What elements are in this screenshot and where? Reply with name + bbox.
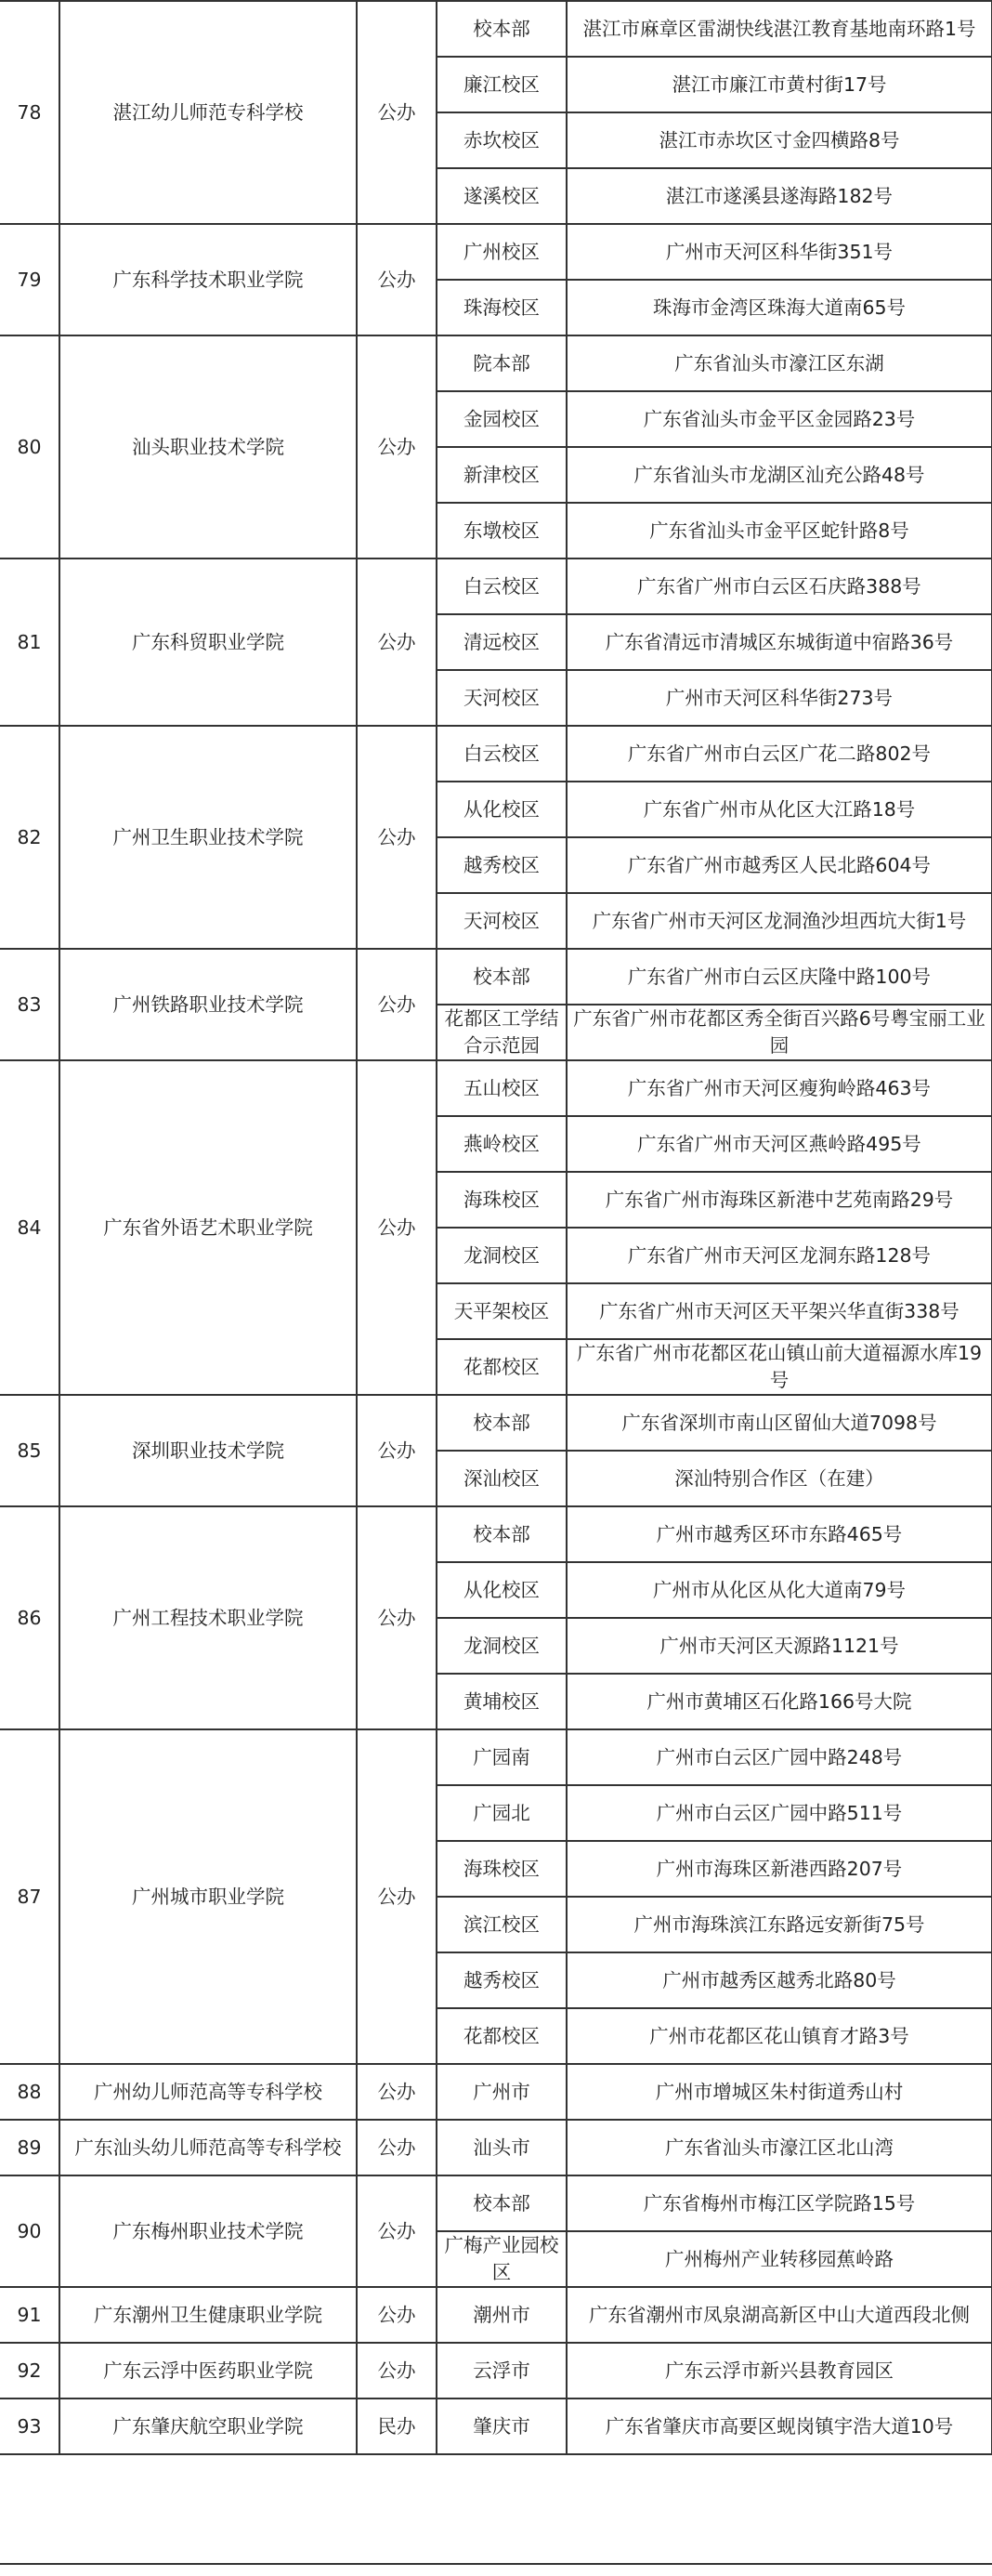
school-name-cell: 广东科学技术职业学院 bbox=[59, 224, 357, 335]
campus-address-cell: 湛江市赤坎区寸金四横路8号 bbox=[567, 112, 992, 168]
campus-name-cell: 清远校区 bbox=[437, 614, 567, 670]
school-name-cell: 广州工程技术职业学院 bbox=[59, 1506, 357, 1729]
campus-name-cell: 广园南 bbox=[437, 1729, 567, 1785]
campus-name-cell: 校本部 bbox=[437, 2175, 567, 2231]
school-name-cell: 广东云浮中医药职业学院 bbox=[59, 2343, 357, 2399]
table-row bbox=[0, 2064, 992, 2120]
school-number-cell: 83 bbox=[0, 949, 59, 1060]
school-number-cell: 82 bbox=[0, 726, 59, 949]
school-number-cell: 86 bbox=[0, 1506, 59, 1729]
table-row bbox=[0, 1395, 992, 1451]
school-number-cell: 79 bbox=[0, 224, 59, 335]
school-name-cell: 广东肇庆航空职业学院 bbox=[59, 2399, 357, 2454]
school-type-cell: 公办 bbox=[357, 726, 437, 949]
campus-name-cell: 黄埔校区 bbox=[437, 1674, 567, 1729]
school-name-cell: 广州卫生职业技术学院 bbox=[59, 726, 357, 949]
campus-address-cell: 广东省广州市天河区天平架兴华直街338号 bbox=[567, 1283, 992, 1339]
campus-address-cell: 广东云浮市新兴县教育园区 bbox=[567, 2343, 992, 2399]
campus-address-cell: 广州市白云区广园中路248号 bbox=[567, 1729, 992, 1785]
campus-address-cell: 广东省广州市天河区龙洞东路128号 bbox=[567, 1228, 992, 1283]
campus-address-cell: 广州市天河区科华街273号 bbox=[567, 670, 992, 726]
campus-name-cell: 廉江校区 bbox=[437, 57, 567, 112]
school-type-cell: 公办 bbox=[357, 224, 437, 335]
campus-address-cell: 广东省深圳市南山区留仙大道7098号 bbox=[567, 1395, 992, 1451]
table-row bbox=[0, 949, 992, 1005]
campus-name-cell: 云浮市 bbox=[437, 2343, 567, 2399]
school-type-cell: 公办 bbox=[357, 1506, 437, 1729]
school-type-cell: 公办 bbox=[357, 949, 437, 1060]
school-name-cell: 广东潮州卫生健康职业学院 bbox=[59, 2287, 357, 2343]
table-row bbox=[0, 1, 992, 57]
campus-address-cell: 广东省广州市天河区燕岭路495号 bbox=[567, 1116, 992, 1172]
campus-name-cell: 校本部 bbox=[437, 1, 567, 57]
school-type-cell: 公办 bbox=[357, 2064, 437, 2120]
campus-address-cell: 广州梅州产业转移园蕉岭路 bbox=[567, 2231, 992, 2287]
campus-name-cell: 遂溪校区 bbox=[437, 168, 567, 224]
campus-name-cell: 龙洞校区 bbox=[437, 1228, 567, 1283]
campus-address-cell: 广东省广州市花都区秀全街百兴路6号粤宝丽工业园 bbox=[567, 1005, 992, 1060]
campus-address-cell: 广东省汕头市金平区蛇针路8号 bbox=[567, 503, 992, 559]
school-number-cell: 78 bbox=[0, 1, 59, 224]
school-number-cell: 91 bbox=[0, 2287, 59, 2343]
school-type-cell: 公办 bbox=[357, 1060, 437, 1395]
campus-name-cell: 从化校区 bbox=[437, 782, 567, 837]
campus-address-cell: 深汕特别合作区（在建） bbox=[567, 1451, 992, 1506]
campus-address-cell: 广东省广州市从化区大江路18号 bbox=[567, 782, 992, 837]
campus-name-cell: 广州市 bbox=[437, 2064, 567, 2120]
campus-name-cell: 白云校区 bbox=[437, 559, 567, 614]
campus-name-cell: 龙洞校区 bbox=[437, 1618, 567, 1674]
campus-address-cell: 广州市白云区广园中路511号 bbox=[567, 1785, 992, 1841]
campus-name-cell: 白云校区 bbox=[437, 726, 567, 782]
campus-name-cell: 金园校区 bbox=[437, 391, 567, 447]
campus-address-cell: 广东省潮州市凤泉湖高新区中山大道西段北侧 bbox=[567, 2287, 992, 2343]
school-type-cell: 公办 bbox=[357, 559, 437, 726]
school-number-cell: 90 bbox=[0, 2175, 59, 2287]
campus-address-cell: 湛江市遂溪县遂海路182号 bbox=[567, 168, 992, 224]
campus-name-cell: 汕头市 bbox=[437, 2120, 567, 2175]
table-row bbox=[0, 726, 992, 782]
school-name-cell: 广州城市职业学院 bbox=[59, 1729, 357, 2064]
campus-address-cell: 广东省广州市白云区庆隆中路100号 bbox=[567, 949, 992, 1005]
campus-name-cell: 燕岭校区 bbox=[437, 1116, 567, 1172]
campus-name-cell: 深汕校区 bbox=[437, 1451, 567, 1506]
school-type-cell: 公办 bbox=[357, 2175, 437, 2287]
school-type-cell: 公办 bbox=[357, 335, 437, 559]
campus-table-body bbox=[0, 1, 992, 2454]
school-number-cell: 84 bbox=[0, 1060, 59, 1395]
school-type-cell: 公办 bbox=[357, 1729, 437, 2064]
campus-name-cell: 广梅产业园校区 bbox=[437, 2231, 567, 2287]
campus-name-cell: 广园北 bbox=[437, 1785, 567, 1841]
school-type-cell: 公办 bbox=[357, 2287, 437, 2343]
table-row bbox=[0, 2175, 992, 2231]
campus-address-cell: 广东省广州市白云区广花二路802号 bbox=[567, 726, 992, 782]
school-type-cell: 民办 bbox=[357, 2399, 437, 2454]
campus-name-cell: 滨江校区 bbox=[437, 1897, 567, 1952]
school-type-cell: 公办 bbox=[357, 1, 437, 224]
campus-address-cell: 广东省汕头市龙湖区汕充公路48号 bbox=[567, 447, 992, 503]
campus-name-cell: 海珠校区 bbox=[437, 1841, 567, 1897]
school-name-cell: 深圳职业技术学院 bbox=[59, 1395, 357, 1506]
campus-address-cell: 广州市海珠区新港西路207号 bbox=[567, 1841, 992, 1897]
campus-address-cell: 广州市增城区朱村街道秀山村 bbox=[567, 2064, 992, 2120]
campus-address-cell: 广东省广州市天河区瘦狗岭路463号 bbox=[567, 1060, 992, 1116]
campus-name-cell: 校本部 bbox=[437, 1506, 567, 1562]
campus-name-cell: 珠海校区 bbox=[437, 280, 567, 335]
school-type-cell: 公办 bbox=[357, 2120, 437, 2175]
campus-address-cell: 广东省汕头市濠江区东湖 bbox=[567, 335, 992, 391]
campus-address-cell: 广州市天河区科华街351号 bbox=[567, 224, 992, 280]
campus-address-cell: 广东省广州市越秀区人民北路604号 bbox=[567, 837, 992, 893]
campus-name-cell: 花都区工学结合示范园 bbox=[437, 1005, 567, 1060]
table-row bbox=[0, 1060, 992, 1116]
school-name-cell: 广州幼儿师范高等专科学校 bbox=[59, 2064, 357, 2120]
campus-name-cell: 院本部 bbox=[437, 335, 567, 391]
campus-address-cell: 广东省广州市白云区石庆路388号 bbox=[567, 559, 992, 614]
school-number-cell: 88 bbox=[0, 2064, 59, 2120]
school-name-cell: 广东科贸职业学院 bbox=[59, 559, 357, 726]
table-row bbox=[0, 2343, 992, 2399]
school-number-cell: 80 bbox=[0, 335, 59, 559]
table-row bbox=[0, 335, 992, 391]
campus-address-cell: 广东省广州市海珠区新港中艺苑南路29号 bbox=[567, 1172, 992, 1228]
campus-name-cell: 天河校区 bbox=[437, 670, 567, 726]
campus-address-cell: 广州市花都区花山镇育才路3号 bbox=[567, 2008, 992, 2064]
campus-address-cell: 广州市黄埔区石化路166号大院 bbox=[567, 1674, 992, 1729]
school-number-cell: 87 bbox=[0, 1729, 59, 2064]
campus-name-cell: 越秀校区 bbox=[437, 1952, 567, 2008]
school-name-cell: 汕头职业技术学院 bbox=[59, 335, 357, 559]
school-type-cell: 公办 bbox=[357, 2343, 437, 2399]
table-row bbox=[0, 559, 992, 614]
campus-name-cell: 校本部 bbox=[437, 1395, 567, 1451]
campus-address-cell: 广东省梅州市梅江区学院路15号 bbox=[567, 2175, 992, 2231]
campus-name-cell: 越秀校区 bbox=[437, 837, 567, 893]
campus-address-cell: 广州市海珠滨江东路远安新街75号 bbox=[567, 1897, 992, 1952]
campus-name-cell: 海珠校区 bbox=[437, 1172, 567, 1228]
campus-name-cell: 东墩校区 bbox=[437, 503, 567, 559]
campus-name-cell: 天平架校区 bbox=[437, 1283, 567, 1339]
school-number-cell: 85 bbox=[0, 1395, 59, 1506]
table-row bbox=[0, 2399, 992, 2454]
campus-name-cell: 校本部 bbox=[437, 949, 567, 1005]
campus-name-cell: 花都校区 bbox=[437, 2008, 567, 2064]
campus-address-cell: 湛江市麻章区雷湖快线湛江教育基地南环路1号 bbox=[567, 1, 992, 57]
campus-name-cell: 广州校区 bbox=[437, 224, 567, 280]
table-row bbox=[0, 224, 992, 280]
campus-name-cell: 从化校区 bbox=[437, 1562, 567, 1618]
school-name-cell: 湛江幼儿师范专科学校 bbox=[59, 1, 357, 224]
campus-address-cell: 湛江市廉江市黄村街17号 bbox=[567, 57, 992, 112]
campus-address-cell: 广州市越秀区环市东路465号 bbox=[567, 1506, 992, 1562]
school-name-cell: 广东梅州职业技术学院 bbox=[59, 2175, 357, 2287]
campus-name-cell: 肇庆市 bbox=[437, 2399, 567, 2454]
school-name-cell: 广东汕头幼儿师范高等专科学校 bbox=[59, 2120, 357, 2175]
table-row bbox=[0, 1729, 992, 1785]
campus-address-cell: 广州市天河区天源路1121号 bbox=[567, 1618, 992, 1674]
campus-address-cell: 广州市从化区从化大道南79号 bbox=[567, 1562, 992, 1618]
campus-name-cell: 花都校区 bbox=[437, 1339, 567, 1395]
campus-address-cell: 广东省汕头市金平区金园路23号 bbox=[567, 391, 992, 447]
campus-name-cell: 五山校区 bbox=[437, 1060, 567, 1116]
campus-address-cell: 珠海市金湾区珠海大道南65号 bbox=[567, 280, 992, 335]
campus-address-cell: 广东省清远市清城区东城街道中宿路36号 bbox=[567, 614, 992, 670]
school-number-cell: 81 bbox=[0, 559, 59, 726]
table-row bbox=[0, 2120, 992, 2175]
school-number-cell: 93 bbox=[0, 2399, 59, 2454]
campus-name-cell: 天河校区 bbox=[437, 893, 567, 949]
school-number-cell: 89 bbox=[0, 2120, 59, 2175]
campus-name-cell: 新津校区 bbox=[437, 447, 567, 503]
school-name-cell: 广东省外语艺术职业学院 bbox=[59, 1060, 357, 1395]
campus-address-cell: 广东省肇庆市高要区蚬岗镇宇浩大道10号 bbox=[567, 2399, 992, 2454]
school-name-cell: 广州铁路职业技术学院 bbox=[59, 949, 357, 1060]
school-type-cell: 公办 bbox=[357, 1395, 437, 1506]
campus-address-cell: 广东省广州市花都区花山镇山前大道福源水库19号 bbox=[567, 1339, 992, 1395]
campus-name-cell: 赤坎校区 bbox=[437, 112, 567, 168]
campus-address-cell: 广东省广州市天河区龙洞渔沙坦西坑大街1号 bbox=[567, 893, 992, 949]
table-row bbox=[0, 1506, 992, 1562]
campus-address-cell: 广州市越秀区越秀北路80号 bbox=[567, 1952, 992, 2008]
school-number-cell: 92 bbox=[0, 2343, 59, 2399]
campus-address-cell: 广东省汕头市濠江区北山湾 bbox=[567, 2120, 992, 2175]
table-row bbox=[0, 2287, 992, 2343]
campus-name-cell: 潮州市 bbox=[437, 2287, 567, 2343]
